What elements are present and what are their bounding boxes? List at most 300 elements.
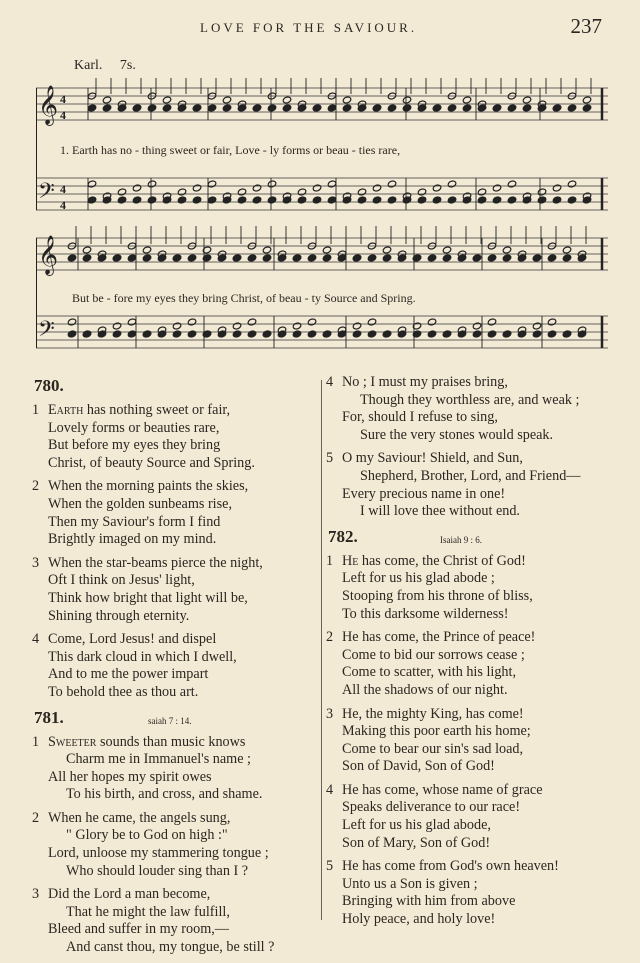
note-head bbox=[262, 254, 271, 262]
verse-text: That he might the law fulfill, bbox=[66, 903, 230, 920]
verse-text: has come, the Christ of God! bbox=[358, 552, 526, 569]
right-column bbox=[328, 374, 618, 935]
page-number: 237 bbox=[570, 14, 602, 38]
verse-line bbox=[328, 588, 618, 606]
note-head bbox=[442, 246, 451, 254]
verse-text: Bleed and suffer in my room,— bbox=[48, 921, 229, 938]
note-head bbox=[142, 246, 151, 254]
verse-text: Christ, of beauty Source and Spring. bbox=[48, 454, 255, 471]
verse-line bbox=[34, 572, 316, 590]
note-head bbox=[112, 330, 121, 338]
verse-text: Think how bright that light will be, bbox=[48, 589, 248, 606]
stanza bbox=[34, 810, 316, 880]
note-head bbox=[367, 330, 376, 338]
note-head bbox=[172, 330, 181, 338]
note-head bbox=[427, 330, 436, 338]
stanza bbox=[328, 858, 618, 928]
note-head bbox=[147, 180, 156, 188]
note-head bbox=[207, 104, 216, 112]
note-head bbox=[192, 184, 201, 192]
verse-line bbox=[34, 402, 316, 420]
note-head bbox=[327, 104, 336, 112]
verse-text: Making this poor earth his home; bbox=[342, 723, 531, 740]
note-head bbox=[292, 254, 301, 262]
verse-text: Though they worthless are, and weak ; bbox=[360, 391, 580, 408]
note-head bbox=[292, 330, 301, 338]
note-head bbox=[82, 246, 91, 254]
note-head bbox=[312, 196, 321, 204]
verse-line bbox=[328, 835, 618, 853]
stanza bbox=[328, 450, 618, 520]
treble-clef-icon: 𝄞 bbox=[38, 235, 59, 275]
note-head bbox=[292, 322, 301, 330]
verse-text: Oft I think on Jesus' light, bbox=[48, 572, 195, 589]
note-head bbox=[447, 180, 456, 188]
note-head bbox=[82, 330, 91, 338]
verse-text: O my Saviour! Shield, and Sun, bbox=[342, 450, 523, 467]
note-head bbox=[247, 318, 256, 326]
verse-text: Speaks deliverance to our race! bbox=[342, 799, 521, 816]
treble-clef-icon: 𝄞 bbox=[38, 85, 59, 125]
note-head bbox=[177, 188, 186, 196]
note-head bbox=[477, 196, 486, 204]
scripture-reference: saiah 7 : 14. bbox=[148, 715, 192, 726]
note-head bbox=[297, 196, 306, 204]
note-head bbox=[432, 196, 441, 204]
tune-title: Karl. bbox=[74, 58, 103, 73]
note-head bbox=[222, 104, 231, 112]
verse-text: Lord, unloose my stammering tongue ; bbox=[48, 845, 269, 862]
verse-text: When he came, the angels sung, bbox=[48, 809, 231, 826]
verse-text: But before my eyes they bring bbox=[48, 437, 221, 454]
verse-text: Son of David, Son of God! bbox=[342, 758, 495, 775]
note-head bbox=[552, 196, 561, 204]
note-head bbox=[547, 330, 556, 338]
note-head bbox=[447, 104, 456, 112]
verse-line bbox=[34, 786, 316, 804]
note-head bbox=[307, 330, 316, 338]
verse-line bbox=[34, 496, 316, 514]
time-signature: 4 bbox=[60, 198, 66, 212]
left-column bbox=[34, 374, 316, 963]
stanza bbox=[328, 782, 618, 852]
page-header bbox=[0, 14, 640, 42]
stanza bbox=[34, 631, 316, 701]
stanza bbox=[34, 555, 316, 625]
verse-text: Left for us his glad abode ; bbox=[342, 570, 495, 587]
note-head bbox=[162, 96, 171, 104]
note-head bbox=[382, 246, 391, 254]
note-head bbox=[552, 184, 561, 192]
note-head bbox=[162, 104, 171, 112]
verse-text: He has come, the Prince of peace! bbox=[342, 629, 536, 646]
note-head bbox=[492, 196, 501, 204]
verse-text: Brightly imaged on my mind. bbox=[48, 531, 217, 548]
verse-line bbox=[34, 751, 316, 769]
verse-line bbox=[328, 629, 618, 647]
note-head bbox=[267, 180, 276, 188]
note-head bbox=[442, 330, 451, 338]
verse-line bbox=[328, 392, 618, 410]
verse-line bbox=[34, 769, 316, 787]
small-caps-word: e bbox=[352, 552, 359, 569]
verse-text: When the golden sunbeams rise, bbox=[48, 495, 232, 512]
verse-line bbox=[328, 799, 618, 817]
note-head bbox=[537, 188, 546, 196]
verse-number: 2 bbox=[32, 478, 40, 495]
note-head bbox=[372, 104, 381, 112]
verse-line bbox=[328, 723, 618, 741]
note-head bbox=[192, 104, 201, 112]
note-head bbox=[522, 96, 531, 104]
verse-line bbox=[34, 904, 316, 922]
note-head bbox=[567, 180, 576, 188]
verse-text: Son of Mary, Son of God! bbox=[342, 834, 491, 851]
note-head bbox=[417, 196, 426, 204]
verse-line bbox=[328, 817, 618, 835]
score-lyrics-line-2: But be - fore my eyes they bring Christ, of beau - ty Source and Spring. bbox=[72, 291, 416, 305]
verse-line bbox=[34, 921, 316, 939]
note-head bbox=[372, 196, 381, 204]
note-head bbox=[522, 104, 531, 112]
note-head bbox=[502, 254, 511, 262]
verse-line bbox=[328, 741, 618, 759]
verse-line bbox=[34, 863, 316, 881]
verse-line bbox=[34, 555, 316, 573]
verse-line bbox=[34, 608, 316, 626]
verse-line bbox=[34, 666, 316, 684]
verse-text: Come to bid our sorrows cease ; bbox=[342, 646, 525, 663]
verse-text: Every precious name in one! bbox=[342, 485, 506, 502]
time-signature: 4 bbox=[60, 108, 66, 122]
bass-clef-icon: 𝄢 bbox=[38, 317, 55, 347]
note-head bbox=[102, 96, 111, 104]
note-head bbox=[252, 184, 261, 192]
hymn-heading bbox=[328, 527, 618, 551]
note-head bbox=[87, 196, 96, 204]
verse-text: To his birth, and cross, and shame. bbox=[66, 786, 263, 803]
verse-line bbox=[34, 631, 316, 649]
verse-line bbox=[328, 758, 618, 776]
note-head bbox=[367, 254, 376, 262]
verse-text: Lovely forms or beauties rare, bbox=[48, 419, 220, 436]
note-head bbox=[487, 254, 496, 262]
note-head bbox=[322, 246, 331, 254]
stanza bbox=[328, 553, 618, 623]
stanza bbox=[328, 706, 618, 776]
verse-line bbox=[328, 409, 618, 427]
note-head bbox=[492, 184, 501, 192]
note-head bbox=[322, 330, 331, 338]
verse-number: 1 bbox=[326, 552, 334, 569]
verse-text: He has come from God's own heaven! bbox=[342, 858, 559, 875]
note-head bbox=[532, 254, 541, 262]
note-head bbox=[342, 104, 351, 112]
verse-line bbox=[34, 845, 316, 863]
note-head bbox=[507, 196, 516, 204]
verse-line bbox=[34, 684, 316, 702]
verse-line bbox=[34, 478, 316, 496]
note-head bbox=[547, 254, 556, 262]
verse-text: Stooping from his throne of bliss, bbox=[342, 587, 533, 604]
verse-text: When the morning paints the skies, bbox=[48, 478, 249, 495]
note-head bbox=[487, 330, 496, 338]
note-head bbox=[472, 322, 481, 330]
note-head bbox=[382, 254, 391, 262]
verse-line bbox=[34, 886, 316, 904]
verse-line bbox=[328, 374, 618, 392]
note-head bbox=[352, 322, 361, 330]
note-head bbox=[462, 104, 471, 112]
note-head bbox=[142, 330, 151, 338]
verse-line bbox=[328, 858, 618, 876]
note-head bbox=[187, 254, 196, 262]
note-head bbox=[252, 196, 261, 204]
verse-number: 3 bbox=[326, 705, 334, 722]
note-head bbox=[127, 330, 136, 338]
note-head bbox=[447, 196, 456, 204]
note-head bbox=[372, 184, 381, 192]
verse-line bbox=[328, 553, 618, 571]
verse-line bbox=[34, 437, 316, 455]
note-head bbox=[442, 254, 451, 262]
note-head bbox=[87, 104, 96, 112]
verse-number: 3 bbox=[32, 886, 40, 903]
verse-line bbox=[328, 782, 618, 800]
note-head bbox=[132, 184, 141, 192]
hymn-number: 782. bbox=[328, 526, 358, 546]
note-head bbox=[102, 104, 111, 112]
note-head bbox=[267, 104, 276, 112]
verse-line bbox=[328, 893, 618, 911]
note-head bbox=[327, 180, 336, 188]
note-head bbox=[232, 322, 241, 330]
note-head bbox=[112, 322, 121, 330]
verse-text: All her hopes my spirit owes bbox=[48, 768, 212, 785]
note-head bbox=[172, 254, 181, 262]
note-head bbox=[367, 318, 376, 326]
drop-letter: H bbox=[342, 552, 353, 569]
verse-line bbox=[328, 876, 618, 894]
note-head bbox=[252, 104, 261, 112]
hymn-heading bbox=[34, 376, 316, 400]
time-signature: 4 bbox=[60, 182, 66, 196]
note-head bbox=[307, 318, 316, 326]
note-head bbox=[582, 96, 591, 104]
note-head bbox=[507, 104, 516, 112]
scripture-reference: Isaiah 9 : 6. bbox=[440, 534, 482, 545]
note-head bbox=[562, 254, 571, 262]
stanza bbox=[34, 886, 316, 956]
note-head bbox=[127, 318, 136, 326]
verse-number: 2 bbox=[326, 629, 334, 646]
verse-text: And canst thou, my tongue, be still ? bbox=[66, 939, 275, 956]
note-head bbox=[87, 180, 96, 188]
note-head bbox=[262, 330, 271, 338]
verse-text: Left for us his glad abode, bbox=[342, 817, 491, 834]
note-head bbox=[67, 254, 76, 262]
music-score bbox=[36, 78, 608, 368]
note-head bbox=[537, 196, 546, 204]
verse-text: Come to bear our sin's sad load, bbox=[342, 740, 524, 757]
verse-text: This dark cloud in which I dwell, bbox=[48, 648, 237, 665]
note-head bbox=[262, 246, 271, 254]
running-title: LOVE FOR THE SAVIOUR. bbox=[200, 20, 418, 35]
verse-text: All the shadows of our night. bbox=[342, 681, 508, 698]
stanza bbox=[34, 402, 316, 472]
verse-text: Unto us a Son is given ; bbox=[342, 875, 478, 892]
verse-line bbox=[328, 606, 618, 624]
stanza bbox=[34, 478, 316, 548]
note-head bbox=[427, 254, 436, 262]
verse-line bbox=[328, 706, 618, 724]
note-head bbox=[472, 254, 481, 262]
verse-line bbox=[328, 427, 618, 445]
verse-text: I will love thee without end. bbox=[360, 503, 520, 520]
note-head bbox=[477, 188, 486, 196]
score-lyrics-line-1: 1. Earth has no - thing sweet or fair, Love - ly forms or beau - ties rare, bbox=[60, 143, 401, 157]
note-head bbox=[552, 104, 561, 112]
verse-text: Come, Lord Jesus! and dispel bbox=[48, 631, 217, 648]
note-head bbox=[247, 330, 256, 338]
verse-line bbox=[328, 503, 618, 521]
note-head bbox=[187, 318, 196, 326]
note-head bbox=[327, 196, 336, 204]
tune-name bbox=[74, 58, 136, 74]
note-head bbox=[322, 254, 331, 262]
note-head bbox=[487, 318, 496, 326]
verse-line bbox=[34, 649, 316, 667]
stanza bbox=[34, 734, 316, 804]
note-head bbox=[307, 254, 316, 262]
note-head bbox=[67, 318, 76, 326]
verse-number: 4 bbox=[326, 781, 334, 798]
note-head bbox=[282, 96, 291, 104]
time-signature: 4 bbox=[60, 92, 66, 106]
verse-text: To behold thee as thou art. bbox=[48, 683, 199, 700]
note-head bbox=[582, 104, 591, 112]
verse-line bbox=[328, 570, 618, 588]
note-head bbox=[117, 188, 126, 196]
note-head bbox=[67, 330, 76, 338]
note-head bbox=[312, 104, 321, 112]
note-head bbox=[352, 254, 361, 262]
note-head bbox=[507, 180, 516, 188]
note-head bbox=[502, 330, 511, 338]
verse-text: Did the Lord a man become, bbox=[48, 886, 211, 903]
note-head bbox=[472, 330, 481, 338]
note-head bbox=[117, 196, 126, 204]
note-head bbox=[222, 96, 231, 104]
note-head bbox=[492, 104, 501, 112]
verse-text: Come to scatter, with his light, bbox=[342, 664, 516, 681]
note-head bbox=[387, 180, 396, 188]
note-head bbox=[237, 188, 246, 196]
note-head bbox=[387, 196, 396, 204]
verse-line bbox=[34, 531, 316, 549]
verse-number: 1 bbox=[32, 733, 40, 750]
note-head bbox=[147, 104, 156, 112]
verse-line bbox=[34, 455, 316, 473]
small-caps-word: arth bbox=[56, 402, 84, 418]
verse-text: Shepherd, Brother, Lord, and Friend— bbox=[360, 467, 581, 484]
verse-text: Then my Saviour's form I find bbox=[48, 513, 221, 530]
note-head bbox=[172, 322, 181, 330]
verse-number: 4 bbox=[326, 374, 334, 390]
verse-number: 1 bbox=[32, 402, 40, 418]
note-head bbox=[462, 96, 471, 104]
verse-text: When the star-beams pierce the night, bbox=[48, 554, 263, 571]
verse-line bbox=[34, 827, 316, 845]
note-head bbox=[532, 330, 541, 338]
verse-line bbox=[34, 734, 316, 752]
note-head bbox=[237, 196, 246, 204]
note-head bbox=[297, 188, 306, 196]
note-head bbox=[387, 104, 396, 112]
note-head bbox=[82, 254, 91, 262]
verse-line bbox=[328, 911, 618, 929]
note-head bbox=[247, 254, 256, 262]
note-head bbox=[417, 188, 426, 196]
verse-text: He, the mighty King, has come! bbox=[342, 705, 524, 722]
note-head bbox=[427, 318, 436, 326]
verse-text: Holy peace, and holy love! bbox=[342, 911, 496, 928]
note-head bbox=[567, 196, 576, 204]
hymn-number: 780. bbox=[34, 376, 64, 395]
verse-line bbox=[328, 664, 618, 682]
verse-line bbox=[328, 450, 618, 468]
note-head bbox=[232, 254, 241, 262]
verse-number: 3 bbox=[32, 554, 40, 571]
tune-meter: 7s. bbox=[119, 58, 136, 73]
note-head bbox=[432, 104, 441, 112]
verse-line bbox=[328, 647, 618, 665]
note-head bbox=[432, 184, 441, 192]
verse-number: 5 bbox=[326, 450, 334, 467]
note-head bbox=[357, 196, 366, 204]
verse-text: Who should louder sing than I ? bbox=[66, 862, 249, 879]
note-head bbox=[142, 254, 151, 262]
note-head bbox=[207, 196, 216, 204]
note-head bbox=[147, 196, 156, 204]
note-head bbox=[402, 96, 411, 104]
verse-text: Shining through eternity. bbox=[48, 607, 190, 624]
hymn-number: 781. bbox=[34, 707, 64, 727]
note-head bbox=[502, 246, 511, 254]
hymn-heading bbox=[34, 708, 316, 732]
verse-number: 5 bbox=[326, 858, 334, 875]
verse-line bbox=[34, 590, 316, 608]
note-head bbox=[562, 246, 571, 254]
stanza bbox=[328, 629, 618, 699]
note-head bbox=[352, 330, 361, 338]
note-head bbox=[267, 196, 276, 204]
verse-text: No ; I must my praises bring, bbox=[342, 374, 508, 390]
verse-text: For, should I refuse to sing, bbox=[342, 409, 498, 426]
note-head bbox=[232, 330, 241, 338]
note-head bbox=[567, 104, 576, 112]
verse-line bbox=[34, 810, 316, 828]
verse-number: 4 bbox=[32, 631, 40, 648]
note-head bbox=[112, 254, 121, 262]
verse-line bbox=[328, 468, 618, 486]
verse-text: sounds than music knows bbox=[96, 733, 246, 750]
note-head bbox=[127, 254, 136, 262]
verse-text: To this darksome wilderness! bbox=[342, 605, 509, 622]
verse-text: Bringing with him from above bbox=[342, 893, 516, 910]
drop-letter: S bbox=[48, 733, 56, 750]
verse-number: 2 bbox=[32, 809, 40, 826]
